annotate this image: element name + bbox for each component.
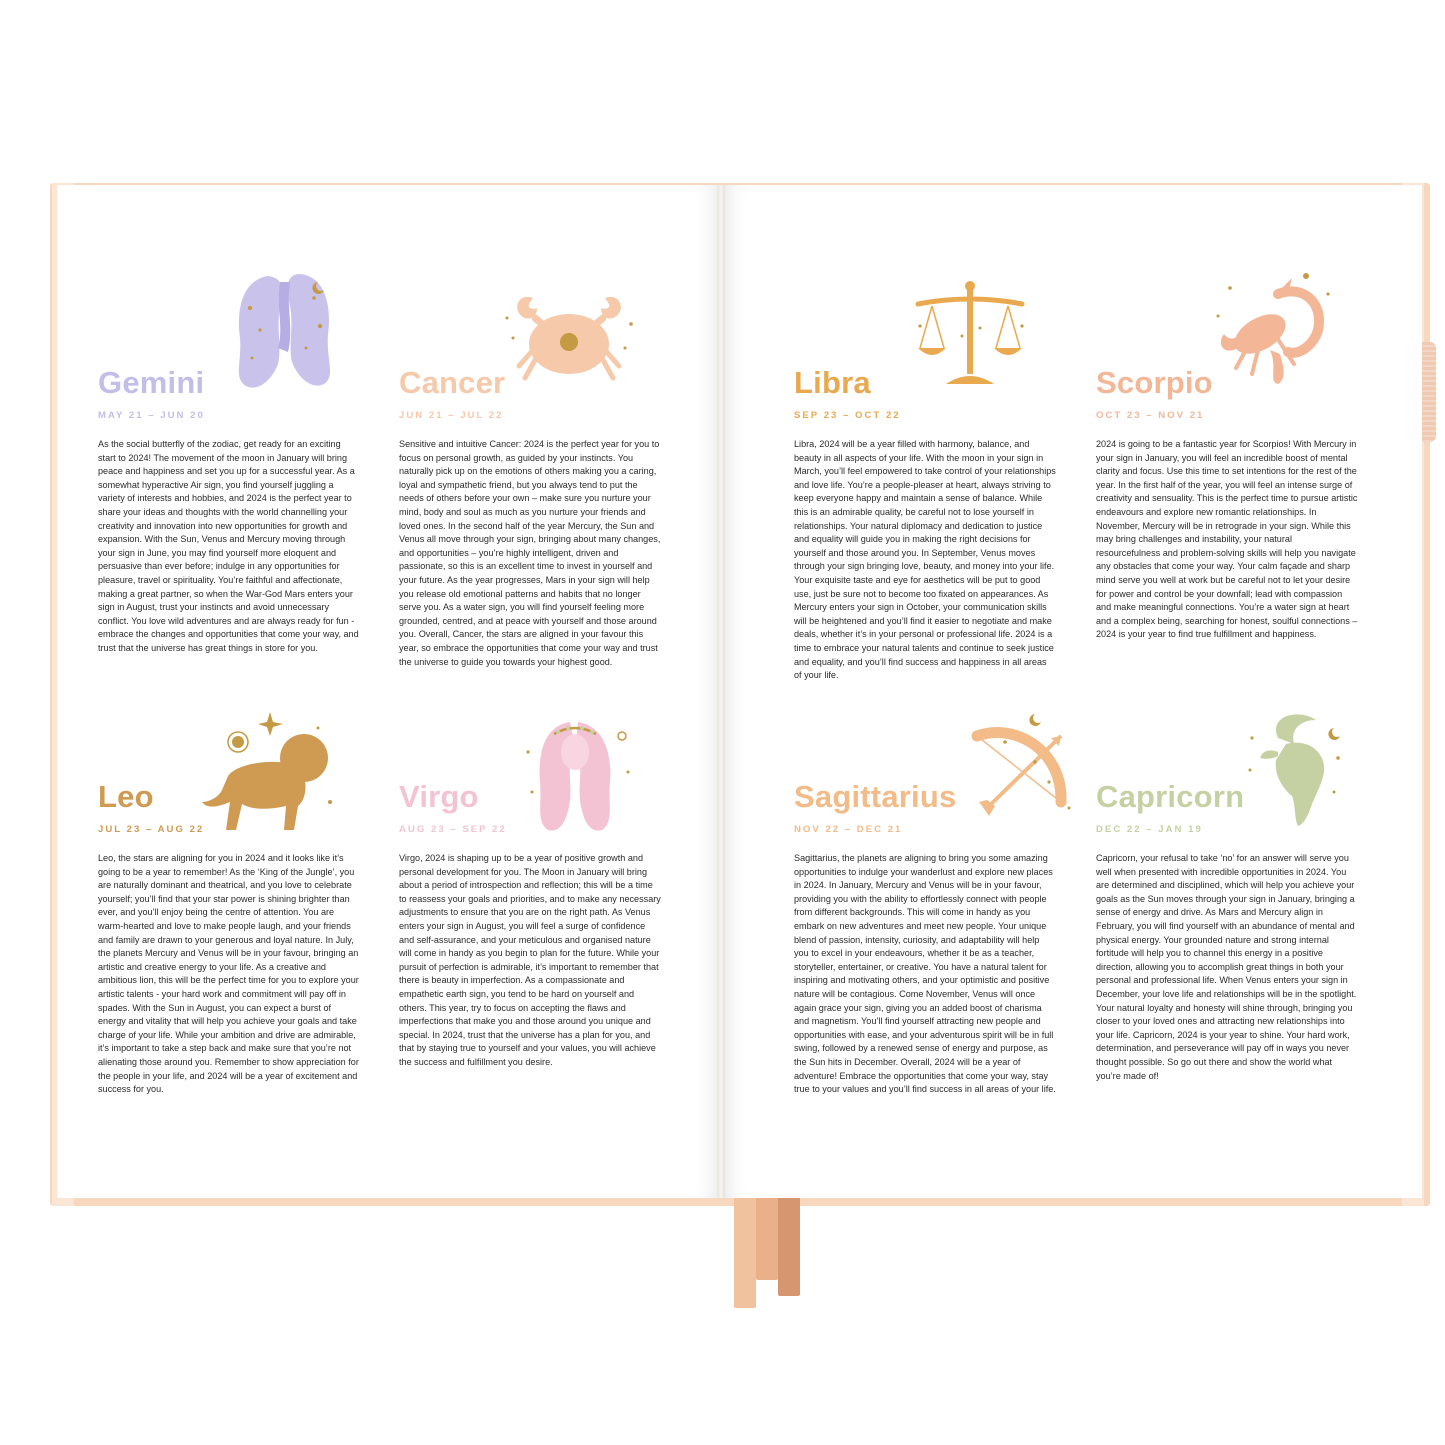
libra-section: [794, 366, 1074, 683]
sagittarius-section: [794, 780, 1074, 1097]
sign-horoscope: Leo, the stars are aligning for you in 2024 and it looks like it’s going to be a year to remember! As the ‘King of the Jungle’, you are naturally dominant and theatrical, and you love to celebrate yourself; you’ll find that your star power is shining brighter than ever, and you’ll enjoy being the centre of attention. You are warm-hearted and love to make people laugh, and your friends and family are drawn to your generous and loyal nature. In July, the planets Mercury and Venus will be in your favour, bringing an artistic and creative energy to your life. As a creative and ambitious lion, this will be the perfect time for you to explore your artistic talents - your hard work and commitment will pay off in spades. With the Sun in August, you can expect a burst of energy and vitality that will help you achieve your goals and take charge of your life. While your ambition and drive are admirable, it’s important to take a step back and make sure that you’re not alienating those around you. Remember to show appreciation for the people in your life, and 2024 will be a year of excitement and success for you.: [98, 853, 359, 1095]
capricorn-section: [1096, 780, 1376, 1083]
sign-title: Gemini: [98, 365, 205, 400]
gemini-section: [98, 366, 378, 656]
sign-horoscope: Capricorn, your refusal to take ‘no’ for an answer will serve you well when presented with incredible opportunities in 2024. You are determined and disciplined, which will help you achieve your goals as the Sun moves through your sign in January, bringing a sense of energy and drive. As Mars and Mercury align in February, you will find yourself with an abundance of mental and physical energy. Your grounded nature and strong internal fortitude will help you to channel this energy in a positive direction, allowing you to accomplish great things in both your personal and professional life. When Venus enters your sign in December, your love life and relationships will be in the spotlight. Your natural loyalty and honesty will shine through, bringing you closer to your loved ones and attracting new relationships into your life. Capricorn, 2024 is your year to shine. Your hard work, determination, and perseverance will pay off in ways you never thought possible. So go out there and show the world what you’re made of!: [1096, 853, 1357, 1081]
sign-title: Leo: [98, 779, 154, 814]
sign-dates: JUN 21 – JUL 22: [399, 410, 504, 421]
sign-dates: NOV 22 – DEC 21: [794, 824, 903, 835]
sign-horoscope: As the social butterfly of the zodiac, get ready for an exciting start to 2024! The movement of the moon in January will bring peace and happiness and set you up for a successful year. As a somewhat hyperactive Air sign, you find yourself juggling a variety of interests and hobbies, and 2024 is the perfect year to share your ideas and thoughts with the world channelling your creativity and innovation into new opportunities for growth and expansion. With the Sun, Venus and Mercury moving through your sign in June, you may find yourself more eloquent and persuasive than ever before; indulge in any opportunities for pleasure, travel or spirituality. You’re faithful and affectionate, making a great partner, so when the War-God Mars enters your sign in August, trust your instincts and avoid unnecessary conflict. You love wild adventures and are always ready for fun - embrace the changes and opportunities that come your way, and trust that the universe has great things in store for you.: [98, 439, 359, 653]
sign-title: Libra: [794, 365, 871, 400]
ribbon-bookmark[interactable]: [778, 1196, 800, 1296]
book-gutter: [717, 185, 725, 1198]
scorpio-section: [1096, 366, 1376, 642]
sign-dates: JUL 23 – AUG 22: [98, 824, 205, 835]
cancer-section: [399, 366, 679, 669]
sign-horoscope: 2024 is going to be a fantastic year for Scorpios! With Mercury in your sign in January, you will feel an incredible boost of mental clarity and focus. Use this time to set intentions for the rest of the year. In the first half of the year, you will feel an intense surge of creativity and sensuality. This is the perfect time to pursue artistic endeavours and explore new romantic relationships. In November, Mercury will be in retrograde in your sign. While this may bring challenges and instability, your natural resourcefulness and problem-solving skills will help you navigate any obstacles that come your way. Your calm façade and sharp mind serve you well at work but be careful not to let your desire for power and control be your downfall; lead with compassion and make meaningful connections. You’re a water sign at heart and a complex being, searching for honest, soulful connections – 2024 is your year to find true fulfillment and happiness.: [1096, 439, 1358, 640]
sign-dates: AUG 23 – SEP 22: [399, 824, 507, 835]
sign-title: Cancer: [399, 365, 506, 400]
sign-title: Virgo: [399, 779, 479, 814]
sign-dates: OCT 23 – NOV 21: [1096, 410, 1205, 421]
sign-dates: MAY 21 – JUN 20: [98, 410, 205, 421]
sign-dates: SEP 23 – OCT 22: [794, 410, 901, 421]
sign-title: Sagittarius: [794, 779, 957, 814]
sign-horoscope: Sensitive and intuitive Cancer: 2024 is the perfect year for you to focus on personal growth, as guided by your instincts. You naturally pick up on the emotions of others making you a caring, loyal and sympathetic friend, but you always tend to put the needs of others before your own – make sure you nurture your mind, body and soul as much as you nurture your friends and loved ones. In the second half of the year Mercury, the Sun and Venus all move through your sign, bringing about many changes, and opportunities – you’re highly intelligent, driven and passionate, so this is an excellent time to invest in yourself and your future. As the year progresses, Mars in your sign will help you release old emotional patterns and habits that no longer serve you. As a water sign, you will find yourself feeling more grounded, centred, and at peace with yourself and those around you. Overall, Cancer, the stars are aligned in your favour this year, so embrace the opportunities that come your way and trust the universe to guide you towards your highest good.: [399, 439, 661, 667]
sign-dates: DEC 22 – JAN 19: [1096, 824, 1203, 835]
sign-horoscope: Sagittarius, the planets are aligning to bring you some amazing opportunities to indulge your wanderlust and explore new places in 2024. In January, Mercury and Venus will be in your favour, providing you with the ability to effortlessly connect with people from different backgrounds. This will come in handy as you embark on new adventures and meet new people. Your unique blend of passion, intensity, curiosity, and adaptability will help you to excel in your endeavours, whether it be as a teacher, storyteller, entertainer, or creative. You have a natural talent for inspiring and motivating others, and your optimistic and positive nature will be contagious. Come November, Venus will once again grace your sign, giving you an added boost of charisma and magnetism. You’ll find yourself attracting new people and opportunities with ease, and your adventurous spirit will be in full swing, followed by a renewed sense of energy and purpose, as the Sun hits in December. Overall, 2024 will be a year of adventure! Embrace the opportunities that come your way, stay true to your values and you’ll find success in all areas of your life.: [794, 853, 1056, 1095]
sign-title: Capricorn: [1096, 779, 1245, 814]
ribbon-bookmark[interactable]: [734, 1196, 756, 1308]
virgo-section: [399, 780, 679, 1070]
ribbon-bookmark[interactable]: [756, 1196, 778, 1280]
leo-section: [98, 780, 378, 1097]
sign-title: Scorpio: [1096, 365, 1213, 400]
sign-horoscope: Libra, 2024 will be a year filled with harmony, balance, and beauty in all aspects of your life. With the moon in your sign in March, you’ll feel empowered to take control of your relationships and love life. You’re a people-pleaser at heart, always striving to keep everyone happy and maintain a sense of balance. While this is an admirable quality, be careful not to lose yourself in relationships. Your natural diplomacy and dedication to justice and equality will guide you in making the right decisions for yourself and those around you. In September, Venus moves through your sign bringing love, beauty, and money into your life. Your exquisite taste and eye for aesthetics will be put to good use, just be sure not to become too fixated on appearances. As Mercury enters your sign in October, your communication skills will be heightened and you’ll find it easier to negotiate and make deals, whether it’s in your personal or professional life. 2024 is a time to embrace your natural talents and continue to seek justice and equality, and you’ll find success and happiness in all areas of your life.: [794, 439, 1056, 681]
sign-horoscope: Virgo, 2024 is shaping up to be a year of positive growth and personal development for you. The Moon in January will bring about a period of introspection and reflection; this will be a time to reassess your goals and priorities, and to make any necessary adjustments to ensure that you are on the right path. As Venus enters your sign in August, you will feel a surge of confidence and self-assurance, and your meticulous and organised nature will come in handy as you begin to plan for the future. While your pursuit of perfection is admirable, it’s important to remember that there is beauty in imperfection. As a compassionate and empathetic earth sign, you tend to be hard on yourself and others. This year, try to focus on accepting the flaws and imperfections that make you and those around you unique and special. In 2024, trust that the universe has a plan for you, and that by staying true to yourself and your values, you will achieve the success and fulfillment you desire.: [399, 853, 661, 1067]
